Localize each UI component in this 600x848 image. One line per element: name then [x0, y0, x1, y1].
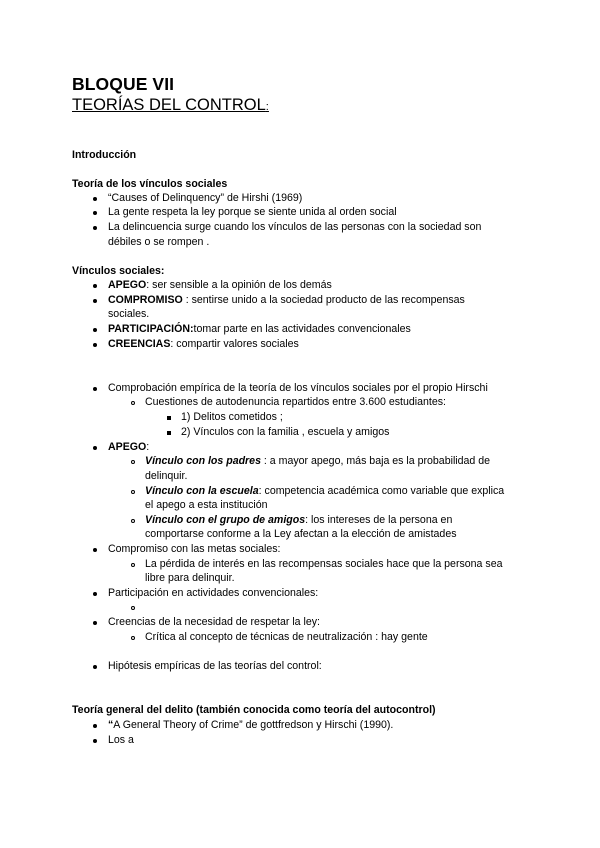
list-item-continuation: libre para delinquir.	[145, 572, 235, 584]
list-item: Cuestiones de autodenuncia repartidos entre 3.600 estudiantes:	[145, 396, 446, 408]
bullet-circle-icon	[131, 519, 135, 523]
list-item-continuation: sociales.	[108, 308, 150, 320]
list-item-apego-section	[108, 440, 149, 454]
list-item-continuation: el apego a esta institución	[145, 499, 268, 511]
list-item: 1) Delitos cometidos ;	[181, 411, 283, 423]
intro-heading: Introducción	[72, 149, 137, 161]
list-item-escuela	[145, 484, 504, 498]
subtitle-colon: :	[265, 101, 269, 113]
bullet-disc-icon	[93, 211, 97, 215]
list-item: Participación en actividades convencionales:	[108, 587, 319, 599]
bullet-circle-icon	[131, 490, 135, 494]
term: Vínculo con el grupo de amigos	[145, 514, 306, 526]
list-item: La delincuencia surge cuando los vínculos de las personas con la sociedad son	[108, 221, 482, 233]
bullet-square-icon	[167, 431, 171, 435]
term: CREENCIAS	[108, 338, 171, 350]
list-item-apego	[108, 278, 332, 292]
list-item: Comprobación empírica de la teoría de los vínculos sociales por el propio Hirschi	[108, 382, 488, 394]
list-item: “Causes of Delinquency” de Hirshi (1969)	[108, 192, 303, 204]
list-item: Creencias de la necesidad de respetar la ley:	[108, 616, 320, 628]
bullet-disc-icon	[93, 724, 97, 728]
list-item: Compromiso con las metas sociales:	[108, 543, 281, 555]
bullet-square-icon	[167, 416, 171, 420]
definition: : compartir valores sociales	[170, 338, 299, 350]
bullet-circle-icon	[131, 563, 135, 567]
list-item: Crítica al concepto de técnicas de neutralización : hay gente	[145, 631, 428, 643]
list-item-compromiso	[108, 293, 465, 307]
term: COMPROMISO	[108, 294, 183, 306]
term: Vínculo con la escuela	[145, 485, 259, 497]
general-theory-heading: Teoría general del delito (también conocida como teoría del autocontrol)	[72, 704, 436, 716]
list-item-participacion	[108, 322, 411, 336]
definition: : sentirse unido a la sociedad producto de las recompensas	[182, 294, 465, 306]
list-item	[108, 718, 393, 732]
bullet-circle-icon	[131, 401, 135, 405]
vinculos-sociales-heading: Vínculos sociales:	[72, 265, 165, 277]
list-item-continuation: comportarse conforme a la Ley afectan a la elección de amistades	[145, 528, 457, 540]
term: Vínculo con los padres	[145, 455, 261, 467]
bullet-circle-icon	[131, 606, 135, 610]
bullet-disc-icon	[93, 343, 97, 347]
page-title: BLOQUE VII	[72, 74, 175, 94]
bullet-disc-icon	[93, 328, 97, 332]
bullet-disc-icon	[93, 387, 97, 391]
list-item-padres	[145, 454, 490, 468]
list-item-creencias	[108, 337, 299, 351]
bullet-disc-icon	[93, 621, 97, 625]
bullet-disc-icon	[93, 592, 97, 596]
list-item-amigos	[145, 513, 452, 527]
list-item: Hipótesis empíricas de las teorías del control:	[108, 660, 322, 672]
list-item: Los a	[108, 734, 134, 746]
definition: : ser sensible a la opinión de los demás	[146, 279, 332, 291]
term: APEGO	[108, 441, 147, 453]
list-item: La gente respeta la ley porque se siente unida al orden social	[108, 206, 397, 218]
colon: :	[146, 441, 150, 453]
bullet-disc-icon	[93, 226, 97, 230]
bullet-circle-icon	[131, 460, 135, 464]
bullet-circle-icon	[131, 636, 135, 640]
list-item-continuation: débiles o se rompen .	[108, 236, 210, 248]
bullet-disc-icon	[93, 548, 97, 552]
list-item: La pérdida de interés en las recompensas sociales hace que la persona sea	[145, 558, 503, 570]
bullet-disc-icon	[93, 197, 97, 201]
list-item: 2) Vínculos con la familia , escuela y amigos	[181, 426, 390, 438]
definition: tomar parte en las actividades convencionales	[193, 323, 411, 335]
bullet-disc-icon	[93, 739, 97, 743]
term: PARTICIPACIÓN:	[108, 323, 194, 335]
bullet-disc-icon	[93, 665, 97, 669]
quote-mark: “	[108, 719, 114, 731]
bullet-disc-icon	[93, 284, 97, 288]
definition: : a mayor apego, más baja es la probabilidad de	[260, 455, 491, 467]
bullet-disc-icon	[93, 446, 97, 450]
citation: A General Theory of Crime” de gottfredson y Hirschi (1990).	[113, 719, 394, 731]
definition: : los intereses de la persona en	[305, 514, 453, 526]
bullet-disc-icon	[93, 299, 97, 303]
page-subtitle	[72, 96, 269, 115]
definition: : competencia académica como variable que explica	[258, 485, 505, 497]
list-item-continuation: delinquir.	[145, 470, 188, 482]
vinculos-heading: Teoría de los vínculos sociales	[72, 178, 228, 190]
subtitle-text: TEORÍAS DEL CONTROL	[72, 96, 266, 114]
term: APEGO	[108, 279, 147, 291]
